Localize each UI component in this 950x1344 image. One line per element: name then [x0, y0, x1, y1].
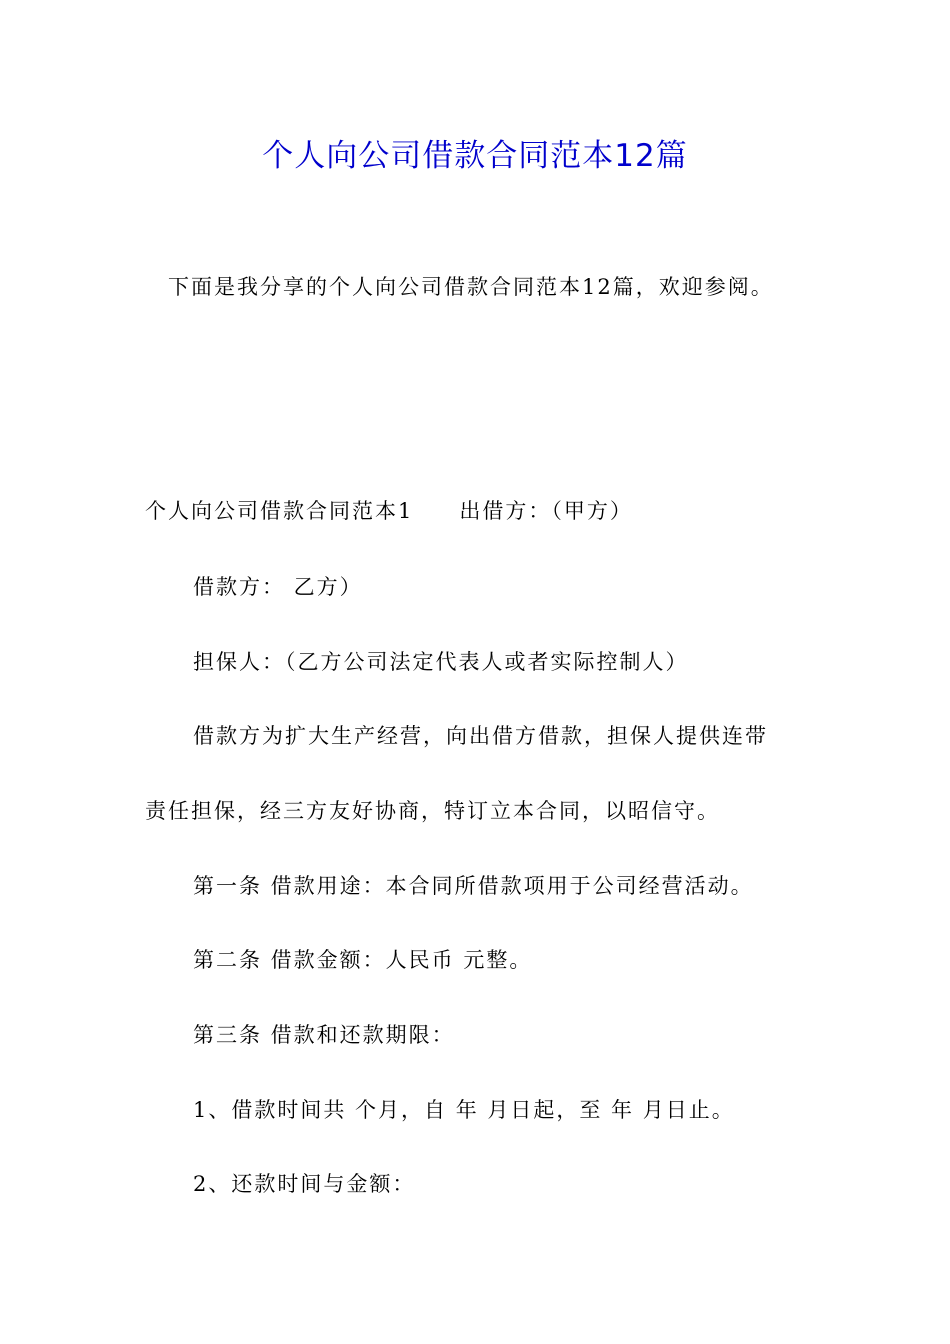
guarantor-line: 担保人：（乙方公司法定代表人或者实际控制人）	[193, 650, 689, 674]
article-3: 第三条 借款和还款期限：	[193, 1023, 455, 1047]
article-1: 第一条 借款用途：本合同所借款项用于公司经营活动。	[193, 874, 754, 898]
section-heading-line	[145, 495, 633, 525]
list-item-2: 2、还款时间与金额：	[193, 1172, 416, 1196]
article-2: 第二条 借款金额：人民币 元整。	[193, 948, 533, 972]
list-item-1: 1、借款时间共 个月，自 年 月日起，至 年 月日止。	[193, 1098, 735, 1122]
intro-paragraph: 下面是我分享的个人向公司借款合同范本12篇，欢迎参阅。	[168, 275, 774, 299]
paragraph-line-1: 借款方为扩大生产经营，向出借方借款，担保人提供连带	[193, 724, 768, 748]
paragraph-line-2: 责任担保，经三方友好协商，特订立本合同，以昭信守。	[145, 799, 720, 823]
borrower-line: 借款方： 乙方）	[193, 575, 363, 599]
document-title: 个人向公司借款合同范本12篇	[262, 138, 688, 174]
lender-label: 出借方：（甲方）	[459, 499, 633, 523]
section-heading: 个人向公司借款合同范本1	[145, 499, 414, 523]
